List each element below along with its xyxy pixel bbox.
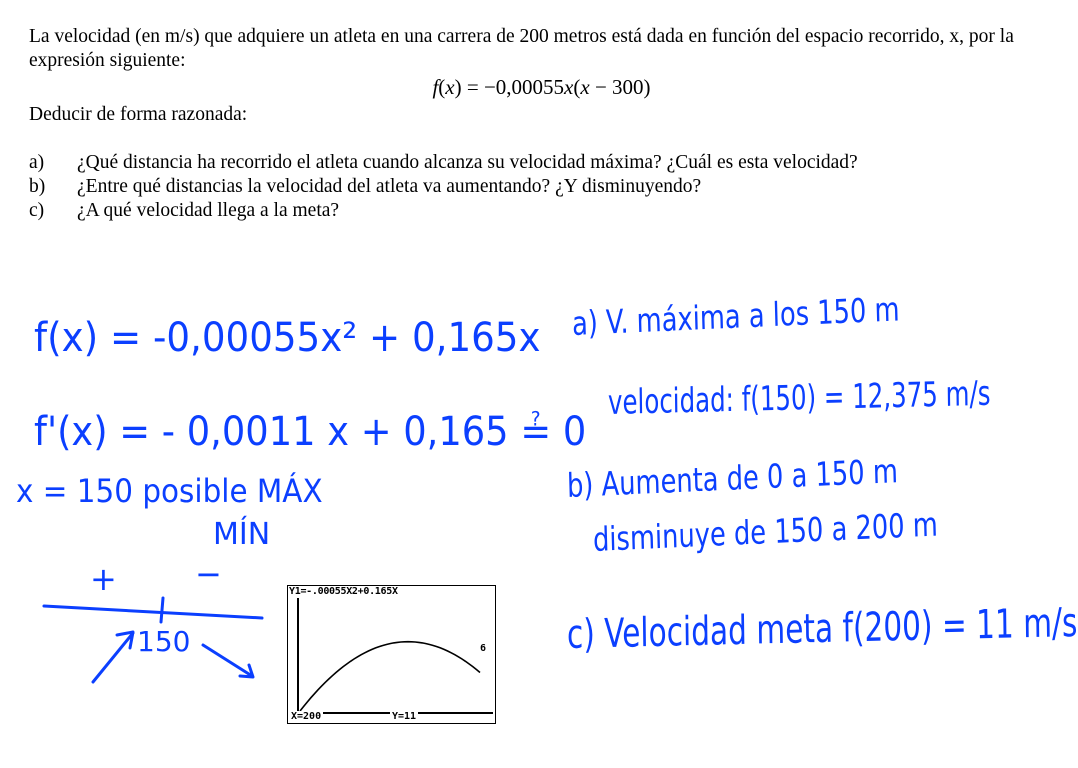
hw-critical-point: x = 150 posible MÁX xyxy=(16,472,323,510)
tick-mark xyxy=(161,598,163,622)
question-text: ¿Entre qué distancias la velocidad del atleta va aumentando? ¿Y disminuyendo? xyxy=(77,176,702,197)
question-text: ¿A qué velocidad llega a la meta? xyxy=(77,200,340,221)
problem-statement xyxy=(29,25,1014,223)
calculator-x-readout: X=200 xyxy=(291,711,322,722)
question-b xyxy=(29,175,1014,199)
formula-paren: ( xyxy=(573,75,581,99)
hw-derivative: f'(x) = - 0,0011 x + 0,165 ≟ 0 xyxy=(34,409,587,455)
question-a xyxy=(29,151,1014,175)
hw-sign-minus: − xyxy=(195,555,222,593)
hw-answer-c: c) Velocidad meta f(200) = 11 m/s xyxy=(566,599,1078,658)
hw-function-expanded: f(x) = -0,00055x² + 0,165x xyxy=(34,315,541,361)
hw-answer-b2: disminuye de 150 a 200 m xyxy=(592,504,939,559)
problem-intro: La velocidad (en m/s) que adquiere un atleta en una carrera de 200 metros está dada en función del espacio recorrido, x, por la expresión siguiente: xyxy=(29,26,1014,71)
formula-end: − 300) xyxy=(589,75,651,99)
calculator-y-readout: Y=11 xyxy=(392,711,417,722)
velocity-curve xyxy=(300,642,480,711)
calculator-plot xyxy=(288,586,497,725)
hw-tick-label: 150 xyxy=(137,625,191,658)
formula-f: f xyxy=(432,75,439,99)
question-text: ¿Qué distancia ha recorrido el atleta cuando alcanza su velocidad máxima? ¿Cuál es esta velocidad? xyxy=(77,152,858,173)
increasing-arrow xyxy=(93,632,133,682)
curve-end-label: 6 xyxy=(480,643,487,654)
question-label: a) xyxy=(29,152,45,173)
decreasing-arrow xyxy=(203,645,253,677)
hw-min-label: MÍN xyxy=(213,517,271,552)
formula-open: ( xyxy=(438,75,446,99)
number-line xyxy=(44,606,262,618)
hw-sign-plus: + xyxy=(90,560,117,598)
question-label: b) xyxy=(29,176,46,197)
question-label: c) xyxy=(29,200,45,221)
hw-answer-a1: a) V. máxima a los 150 m xyxy=(571,289,901,343)
calculator-graph xyxy=(287,585,496,724)
instruction: Deducir de forma razonada: xyxy=(29,104,248,125)
hw-answer-a2: velocidad: f(150) = 12,375 m/s xyxy=(607,373,991,423)
formula-x2: x xyxy=(564,75,574,99)
calculator-header: Y1=-.00055X2+0.165X xyxy=(289,586,398,597)
question-c xyxy=(29,199,1014,223)
hw-answer-b1: b) Aumenta de 0 a 150 m xyxy=(566,451,899,505)
formula-x3: x xyxy=(580,75,590,99)
velocity-formula xyxy=(29,75,1014,99)
formula-mid: ) = −0,00055 xyxy=(454,75,565,99)
formula-x: x xyxy=(445,75,455,99)
